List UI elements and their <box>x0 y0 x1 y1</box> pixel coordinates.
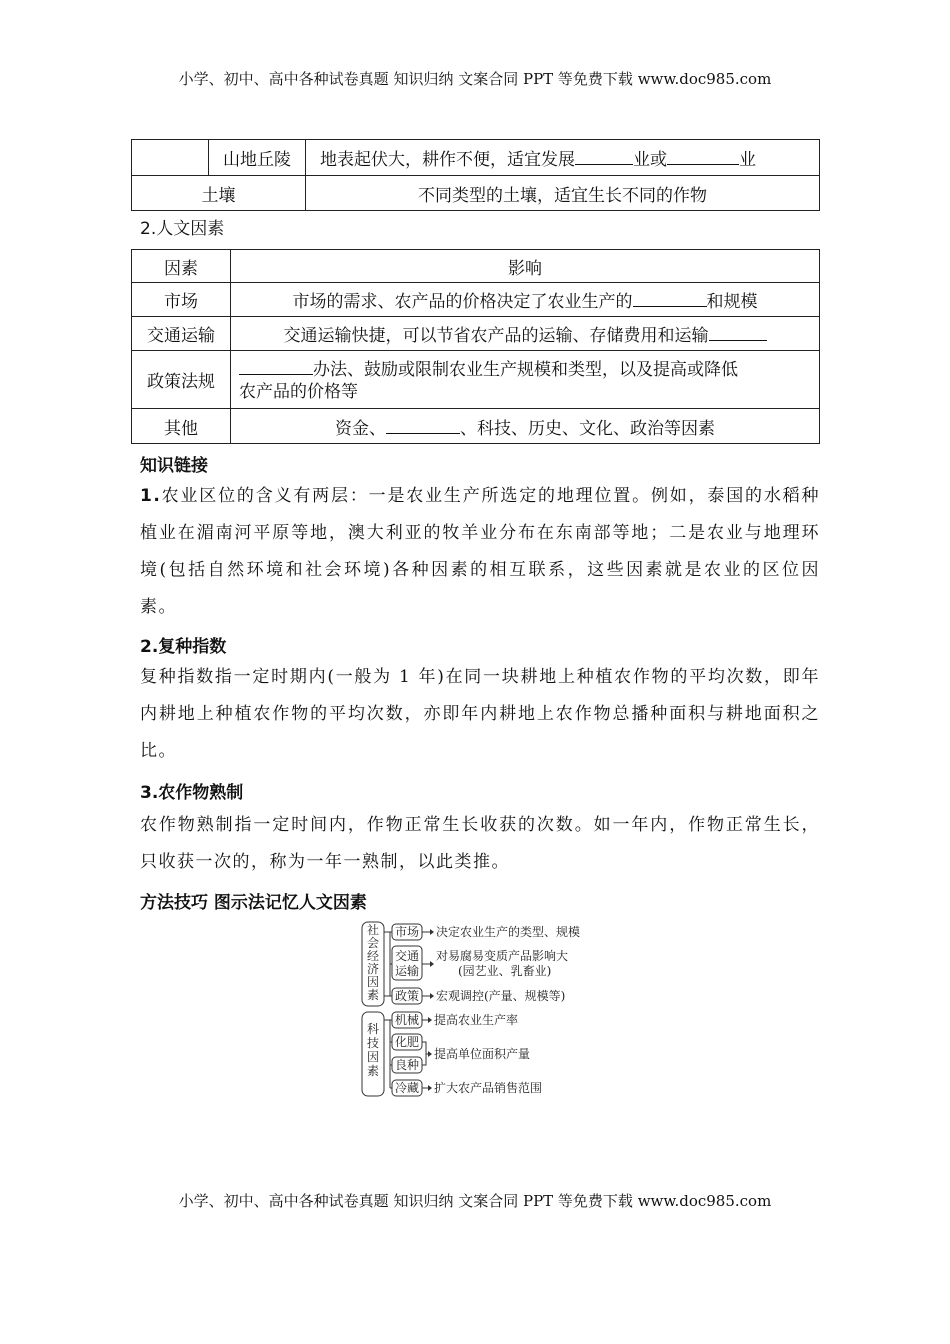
machine-note: 提高农业生产率 <box>434 1013 519 1027</box>
table-cell-effect: 资金、 、科技、历史、文化、政治等因素 <box>231 409 820 444</box>
group2-char: 技 <box>366 1036 380 1050</box>
fill-blank[interactable] <box>709 322 767 341</box>
table-cell-empty <box>132 140 209 176</box>
transport-label-a: 交通 <box>394 949 420 963</box>
human-factors-diagram <box>360 920 600 1100</box>
knowledge-item-2-text: 复种指数指一定时期内(一般为 1 年)在同一块耕地上种植农作物的平均次数，即年内耕地上种植农作物的平均次数，亦即年内耕地上农作物总播种面积与耕地面积之比。 <box>140 667 820 761</box>
fill-blank[interactable] <box>633 288 707 307</box>
table-header-factor: 因素 <box>132 250 231 283</box>
group1-char: 因 <box>366 975 380 989</box>
group1-char: 素 <box>366 988 380 1002</box>
yield-note: 提高单位面积产量 <box>434 1047 531 1061</box>
table-cell-effect: 地表起伏大，耕作不便，适宜发展 业或 业 <box>306 140 820 176</box>
table-cell-factor: 其他 <box>132 409 231 444</box>
group2-char: 素 <box>366 1064 380 1078</box>
table-cell-factor: 政策法规 <box>132 351 231 409</box>
table-cell-factor: 土壤 <box>132 176 306 211</box>
table-cell-effect: 市场的需求、农产品的价格决定了农业生产的 和规模 <box>231 283 820 317</box>
group1-char: 经 <box>366 949 380 963</box>
method-title: 方法技巧 图示法记忆人文因素 <box>140 893 367 913</box>
fill-blank[interactable] <box>667 146 739 165</box>
machine-label: 机械 <box>394 1013 420 1027</box>
transport-label-b: 运输 <box>394 964 420 978</box>
table-cell-effect: 交通运输快捷，可以节省农产品的运输、存储费用和运输 <box>231 317 820 351</box>
page-header: 小学、初中、高中各种试卷真题 知识归纳 文案合同 PPT 等免费下载 www.doc985.com <box>178 70 772 88</box>
knowledge-item-2-title: 2.复种指数 <box>140 637 227 657</box>
fertilizer-label: 化肥 <box>394 1035 420 1049</box>
group2-char: 科 <box>366 1022 380 1036</box>
cold-label: 冷藏 <box>394 1081 420 1095</box>
table-cell-subfactor: 山地丘陵 <box>209 140 306 176</box>
group2-char: 因 <box>366 1050 380 1064</box>
knowledge-item-3-text: 农作物熟制指一定时间内，作物正常生长收获的次数。如一年内，作物正常生长，只收获一次的，称为一年一熟制，以此类推。 <box>140 815 820 872</box>
fill-blank[interactable] <box>239 356 313 375</box>
transport-note-b: (园艺业、乳畜业) <box>458 964 552 978</box>
policy-note: 宏观调控(产量、规模等) <box>436 989 566 1003</box>
table-cell-factor: 交通运输 <box>132 317 231 351</box>
cold-note: 扩大农产品销售范围 <box>434 1081 543 1095</box>
table-cell-factor: 市场 <box>132 283 231 317</box>
table-header-effect: 影响 <box>231 250 820 283</box>
market-label: 市场 <box>394 925 420 939</box>
human-factors-table <box>131 249 820 444</box>
knowledge-link-title: 知识链接 <box>140 456 208 476</box>
table-cell-effect: 办法、鼓励或限制农业生产规模和类型，以及提高或降低 农产品的价格等 <box>231 351 820 409</box>
policy-label: 政策 <box>394 989 420 1003</box>
group1-char: 会 <box>366 936 380 950</box>
page-footer: 小学、初中、高中各种试卷真题 知识归纳 文案合同 PPT 等免费下载 www.doc985.com <box>178 1192 772 1210</box>
knowledge-item-3-title: 3.农作物熟制 <box>140 783 244 803</box>
section-title-human-factors: 2.人文因素 <box>140 219 225 239</box>
market-note: 决定农业生产的类型、规模 <box>436 925 581 939</box>
group1-char: 社 <box>366 923 380 937</box>
knowledge-item-1: 1.农业区位的含义有两层：一是农业生产所选定的地理位置。例如，泰国的水稻种植业在湄南河平原等地，澳大利亚的牧羊业分布在东南部等地；二是农业与地理环境(包括自然环境和社会环境)各种因素的相互联系，这些因素就是农业的区位因素。 <box>140 486 820 617</box>
group1-char: 济 <box>366 962 380 976</box>
table-cell-effect: 不同类型的土壤，适宜生长不同的作物 <box>306 176 820 211</box>
fill-blank[interactable] <box>575 146 633 165</box>
transport-note-a: 对易腐易变质产品影响大 <box>436 949 569 963</box>
seed-label: 良种 <box>394 1058 420 1072</box>
fill-blank[interactable] <box>386 415 460 434</box>
natural-factors-table <box>131 139 820 211</box>
